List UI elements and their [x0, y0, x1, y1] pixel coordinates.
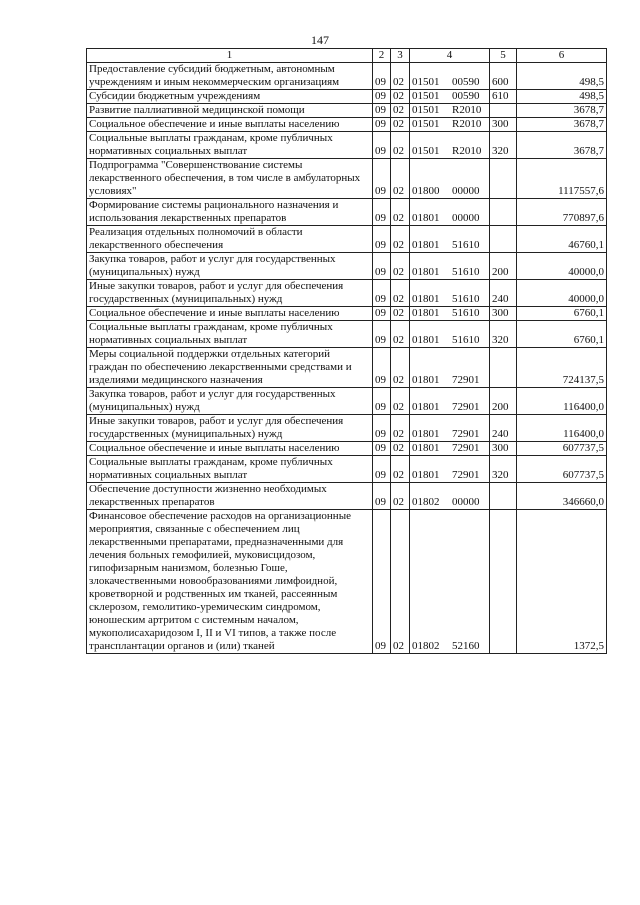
expense-type-cell: 320 [490, 321, 517, 348]
subsection-code-cell: 02 [391, 159, 410, 199]
expense-type-cell: 300 [490, 307, 517, 321]
amount-cell: 40000,0 [517, 253, 607, 280]
target-article-cell [410, 132, 490, 159]
program-code: 01501 [412, 118, 440, 130]
subsection-code-cell: 02 [391, 104, 410, 118]
header-cell: 3 [391, 49, 410, 63]
table-row [87, 104, 607, 118]
table-row [87, 348, 607, 388]
subsection-code-cell: 02 [391, 510, 410, 654]
section-code-cell: 09 [373, 456, 391, 483]
expense-type-cell: 200 [490, 388, 517, 415]
table-row [87, 415, 607, 442]
row-name-cell: Финансовое обеспечение расходов на организационные мероприятия, связанные с обеспечением лиц лекарственными препаратами, предназначенными для лечения больных гемофилией, муковисцидозом, гипофизарным нанизмом, болезнью Гоше, злокачественными новообразованиями лимфоидной, кроветворной и родственных им тканей, рассеянным склерозом, гемолитико-уремическим синдромом, юношеским артритом с системным началом, мукополисахаридозом I, II и VI типов, а также после трансплантации органов и (или) тканей [87, 510, 373, 654]
budget-table-body [87, 49, 607, 654]
header-cell: 5 [490, 49, 517, 63]
subsection-code-cell: 02 [391, 253, 410, 280]
target-article-cell [410, 90, 490, 104]
expense-type-cell [490, 199, 517, 226]
table-row [87, 280, 607, 307]
table-row [87, 483, 607, 510]
section-code-cell: 09 [373, 307, 391, 321]
subsection-code-cell: 02 [391, 90, 410, 104]
program-code: 01801 [412, 374, 440, 386]
section-code-cell: 09 [373, 226, 391, 253]
table-row [87, 90, 607, 104]
row-name-cell: Формирование системы рационального назначения и использования лекарственных препаратов [87, 199, 373, 226]
direction-code: 00000 [452, 185, 480, 197]
row-name-cell: Обеспечение доступности жизненно необходимых лекарственных препаратов [87, 483, 373, 510]
amount-cell: 498,5 [517, 63, 607, 90]
expense-type-cell: 240 [490, 415, 517, 442]
section-code-cell: 09 [373, 483, 391, 510]
target-article-cell [410, 63, 490, 90]
section-code-cell: 09 [373, 415, 391, 442]
direction-code: 72901 [452, 428, 480, 440]
amount-cell: 40000,0 [517, 280, 607, 307]
program-code: 01801 [412, 307, 440, 319]
target-article-cell [410, 199, 490, 226]
expense-type-cell [490, 159, 517, 199]
row-name-cell: Реализация отдельных полномочий в области лекарственного обеспечения [87, 226, 373, 253]
header-cell: 1 [87, 49, 373, 63]
subsection-code-cell: 02 [391, 307, 410, 321]
header-cell: 2 [373, 49, 391, 63]
amount-cell: 346660,0 [517, 483, 607, 510]
row-name-cell: Закупка товаров, работ и услуг для государственных (муниципальных) нужд [87, 388, 373, 415]
program-code: 01801 [412, 442, 440, 454]
target-article-cell [410, 253, 490, 280]
subsection-code-cell: 02 [391, 483, 410, 510]
direction-code: 00590 [452, 90, 480, 102]
amount-cell: 3678,7 [517, 104, 607, 118]
subsection-code-cell: 02 [391, 415, 410, 442]
header-cell: 4 [410, 49, 490, 63]
direction-code: 51610 [452, 239, 480, 251]
section-code-cell: 09 [373, 442, 391, 456]
table-row [87, 510, 607, 654]
target-article-cell [410, 159, 490, 199]
table-row [87, 132, 607, 159]
row-name-cell: Иные закупки товаров, работ и услуг для обеспечения государственных (муниципальных) нужд [87, 280, 373, 307]
subsection-code-cell: 02 [391, 226, 410, 253]
program-code: 01501 [412, 90, 440, 102]
section-code-cell: 09 [373, 253, 391, 280]
subsection-code-cell: 02 [391, 388, 410, 415]
direction-code: 72901 [452, 401, 480, 413]
subsection-code-cell: 02 [391, 118, 410, 132]
subsection-code-cell: 02 [391, 456, 410, 483]
direction-code: 51610 [452, 266, 480, 278]
program-code: 01501 [412, 104, 440, 116]
expense-type-cell [490, 226, 517, 253]
amount-cell: 498,5 [517, 90, 607, 104]
program-code: 01802 [412, 640, 440, 652]
section-code-cell: 09 [373, 132, 391, 159]
program-code: 01802 [412, 496, 440, 508]
expense-type-cell [490, 348, 517, 388]
program-code: 01801 [412, 266, 440, 278]
direction-code: 00000 [452, 212, 480, 224]
row-name-cell: Социальные выплаты гражданам, кроме публичных нормативных социальных выплат [87, 132, 373, 159]
table-row [87, 118, 607, 132]
direction-code: 72901 [452, 442, 480, 454]
program-code: 01801 [412, 334, 440, 346]
program-code: 01801 [412, 239, 440, 251]
expense-type-cell: 300 [490, 442, 517, 456]
program-code: 01501 [412, 76, 440, 88]
amount-cell: 116400,0 [517, 415, 607, 442]
row-name-cell: Социальное обеспечение и иные выплаты населению [87, 442, 373, 456]
program-code: 01801 [412, 212, 440, 224]
expense-type-cell: 300 [490, 118, 517, 132]
amount-cell: 1372,5 [517, 510, 607, 654]
direction-code: 72901 [452, 469, 480, 481]
target-article-cell [410, 348, 490, 388]
direction-code: R2010 [452, 104, 482, 116]
target-article-cell [410, 307, 490, 321]
program-code: 01801 [412, 401, 440, 413]
target-article-cell [410, 280, 490, 307]
target-article-cell [410, 104, 490, 118]
expense-type-cell [490, 104, 517, 118]
section-code-cell: 09 [373, 118, 391, 132]
section-code-cell: 09 [373, 159, 391, 199]
row-name-cell: Социальные выплаты гражданам, кроме публичных нормативных социальных выплат [87, 456, 373, 483]
table-row [87, 442, 607, 456]
direction-code: 00000 [452, 496, 480, 508]
target-article-cell [410, 456, 490, 483]
subsection-code-cell: 02 [391, 321, 410, 348]
subsection-code-cell: 02 [391, 280, 410, 307]
subsection-code-cell: 02 [391, 442, 410, 456]
expense-type-cell: 610 [490, 90, 517, 104]
section-code-cell: 09 [373, 510, 391, 654]
row-name-cell: Меры социальной поддержки отдельных категорий граждан по обеспечению лекарственными средствами и изделиями медицинского назначения [87, 348, 373, 388]
amount-cell: 3678,7 [517, 132, 607, 159]
direction-code: 51610 [452, 307, 480, 319]
table-row [87, 199, 607, 226]
target-article-cell [410, 118, 490, 132]
amount-cell: 116400,0 [517, 388, 607, 415]
program-code: 01800 [412, 185, 440, 197]
amount-cell: 1117557,6 [517, 159, 607, 199]
table-row [87, 321, 607, 348]
budget-table [86, 48, 607, 654]
row-name-cell: Субсидии бюджетным учреждениям [87, 90, 373, 104]
table-row [87, 159, 607, 199]
table-row [87, 388, 607, 415]
row-name-cell: Иные закупки товаров, работ и услуг для обеспечения государственных (муниципальных) нужд [87, 415, 373, 442]
direction-code: 51610 [452, 334, 480, 346]
row-name-cell: Закупка товаров, работ и услуг для государственных (муниципальных) нужд [87, 253, 373, 280]
row-name-cell: Социальное обеспечение и иные выплаты населению [87, 307, 373, 321]
target-article-cell [410, 442, 490, 456]
row-name-cell: Развитие паллиативной медицинской помощи [87, 104, 373, 118]
expense-type-cell [490, 483, 517, 510]
expense-type-cell: 320 [490, 456, 517, 483]
program-code: 01801 [412, 469, 440, 481]
section-code-cell: 09 [373, 348, 391, 388]
direction-code: 51610 [452, 293, 480, 305]
target-article-cell [410, 321, 490, 348]
subsection-code-cell: 02 [391, 132, 410, 159]
row-name-cell: Социальное обеспечение и иные выплаты населению [87, 118, 373, 132]
amount-cell: 607737,5 [517, 456, 607, 483]
direction-code: 72901 [452, 374, 480, 386]
row-name-cell: Подпрограмма "Совершенствование системы лекарственного обеспечения, в том числе в амбулаторных условиях" [87, 159, 373, 199]
expense-type-cell: 240 [490, 280, 517, 307]
amount-cell: 607737,5 [517, 442, 607, 456]
table-row [87, 456, 607, 483]
subsection-code-cell: 02 [391, 348, 410, 388]
direction-code: 52160 [452, 640, 480, 652]
amount-cell: 6760,1 [517, 321, 607, 348]
amount-cell: 3678,7 [517, 118, 607, 132]
target-article-cell [410, 483, 490, 510]
section-code-cell: 09 [373, 90, 391, 104]
target-article-cell [410, 415, 490, 442]
expense-type-cell: 600 [490, 63, 517, 90]
subsection-code-cell: 02 [391, 63, 410, 90]
amount-cell: 724137,5 [517, 348, 607, 388]
table-row [87, 226, 607, 253]
target-article-cell [410, 510, 490, 654]
section-code-cell: 09 [373, 199, 391, 226]
table-row [87, 253, 607, 280]
target-article-cell [410, 388, 490, 415]
program-code: 01501 [412, 145, 440, 157]
direction-code: R2010 [452, 118, 482, 130]
amount-cell: 6760,1 [517, 307, 607, 321]
row-name-cell: Социальные выплаты гражданам, кроме публичных нормативных социальных выплат [87, 321, 373, 348]
table-row [87, 307, 607, 321]
page-number: 147 [311, 33, 329, 47]
direction-code: R2010 [452, 145, 482, 157]
table-row [87, 63, 607, 90]
header-cell: 6 [517, 49, 607, 63]
section-code-cell: 09 [373, 104, 391, 118]
section-code-cell: 09 [373, 388, 391, 415]
target-article-cell [410, 226, 490, 253]
row-name-cell: Предоставление субсидий бюджетным, автономным учреждениям и иным некоммерческим организациям [87, 63, 373, 90]
expense-type-cell: 320 [490, 132, 517, 159]
amount-cell: 770897,6 [517, 199, 607, 226]
program-code: 01801 [412, 293, 440, 305]
subsection-code-cell: 02 [391, 199, 410, 226]
section-code-cell: 09 [373, 321, 391, 348]
expense-type-cell: 200 [490, 253, 517, 280]
program-code: 01801 [412, 428, 440, 440]
amount-cell: 46760,1 [517, 226, 607, 253]
direction-code: 00590 [452, 76, 480, 88]
section-code-cell: 09 [373, 63, 391, 90]
table-header-row [87, 49, 607, 63]
expense-type-cell [490, 510, 517, 654]
section-code-cell: 09 [373, 280, 391, 307]
